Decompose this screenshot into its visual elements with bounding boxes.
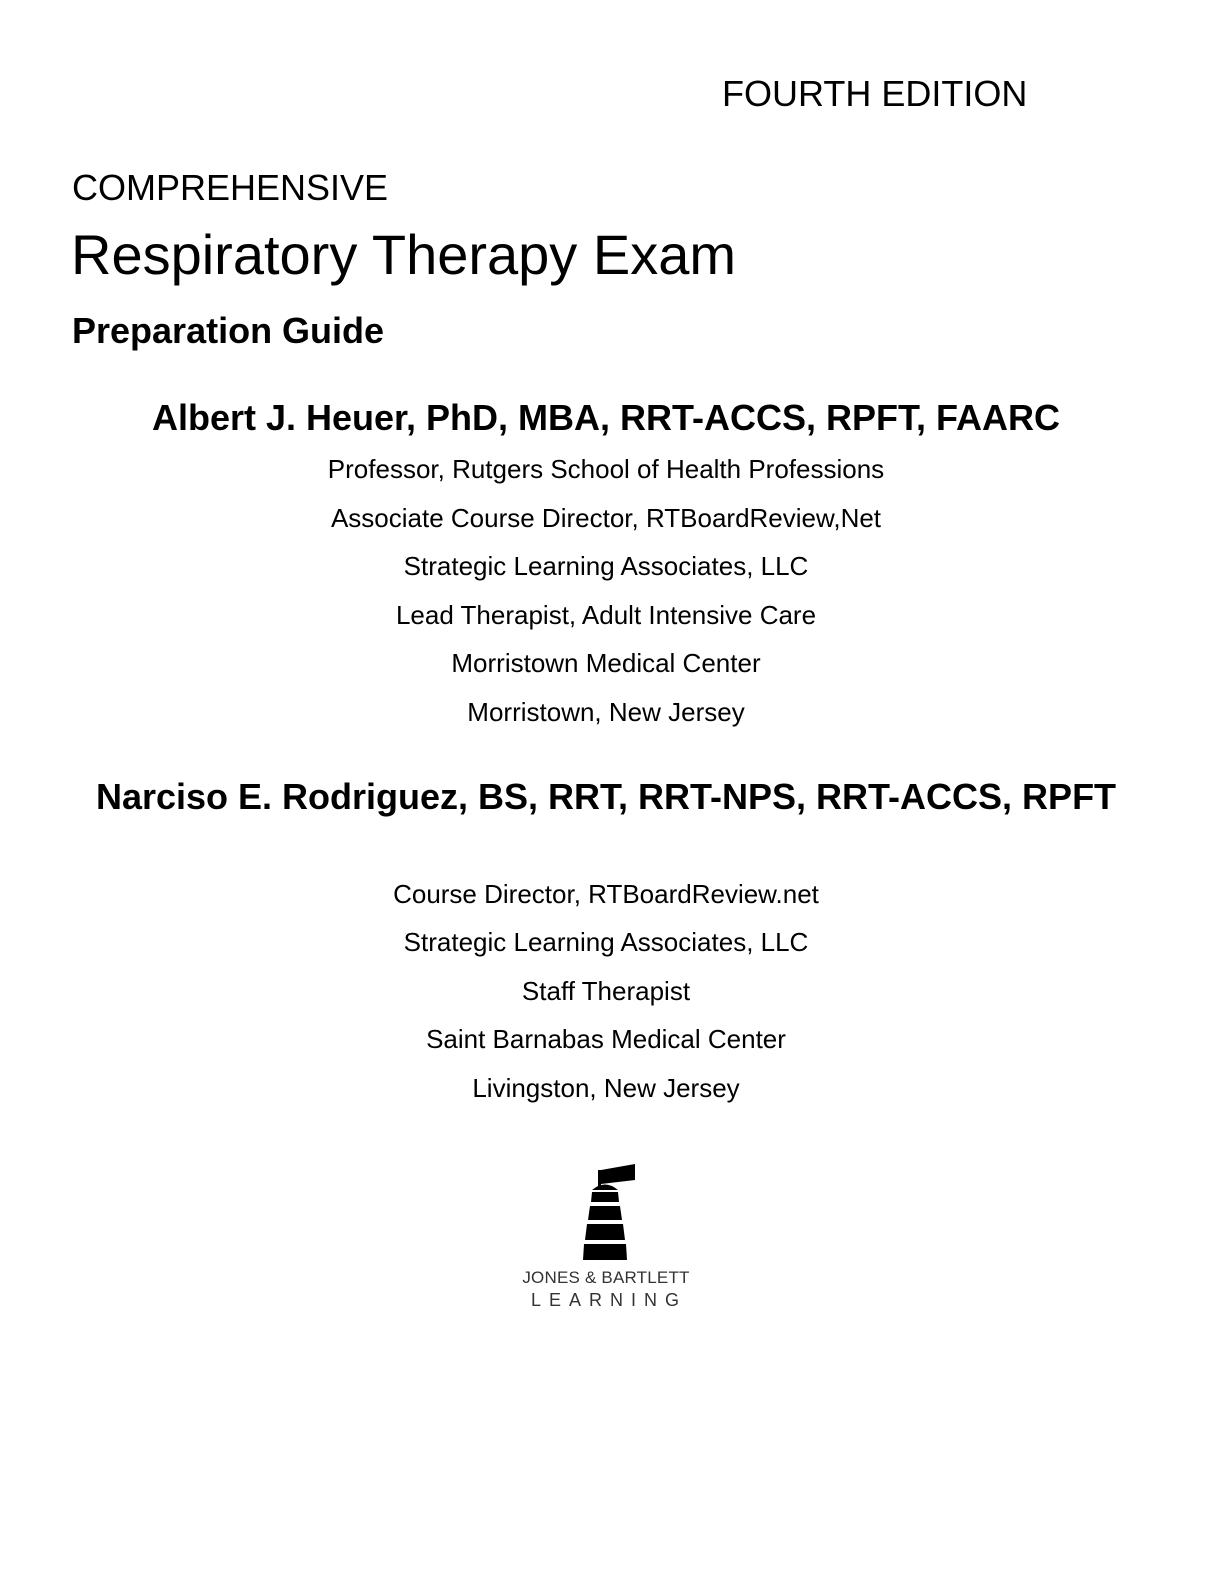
author-name-1: Albert J. Heuer, PhD, MBA, RRT-ACCS, RPFT, FAARC xyxy=(151,397,1061,438)
author-1-affiliation: Lead Therapist, Adult Intensive Care xyxy=(395,600,817,630)
author-2-affiliation: Saint Barnabas Medical Center xyxy=(426,1024,786,1054)
publisher-logo xyxy=(506,1160,706,1320)
series-label: COMPREHENSIVE xyxy=(72,167,389,208)
publisher-name-line2: LEARNING xyxy=(530,1290,688,1310)
author-2-affiliation: Course Director, RTBoardReview.net xyxy=(393,879,819,909)
publisher-name-line1: JONES & BARTLETT xyxy=(522,1268,690,1287)
author-1-affiliation: Strategic Learning Associates, LLC xyxy=(403,551,809,581)
author-2-affiliation: Strategic Learning Associates, LLC xyxy=(403,927,809,957)
author-2-affiliation: Staff Therapist xyxy=(521,976,691,1006)
book-title: Respiratory Therapy Exam xyxy=(71,223,736,286)
author-name-2: Narciso E. Rodriguez, BS, RRT, RRT-NPS, RRT-ACCS, RPFT xyxy=(95,776,1117,817)
author-1-affiliation: Morristown, New Jersey xyxy=(467,697,745,727)
author-1-affiliation: Associate Course Director, RTBoardReview,Net xyxy=(330,503,882,533)
author-1-affiliation: Professor, Rutgers School of Health Professions xyxy=(327,454,885,484)
author-2-affiliation: Livingston, New Jersey xyxy=(472,1073,740,1103)
edition-label: FOURTH EDITION xyxy=(722,73,1028,114)
author-1-affiliation: Morristown Medical Center xyxy=(451,648,761,678)
book-subtitle: Preparation Guide xyxy=(72,310,385,351)
